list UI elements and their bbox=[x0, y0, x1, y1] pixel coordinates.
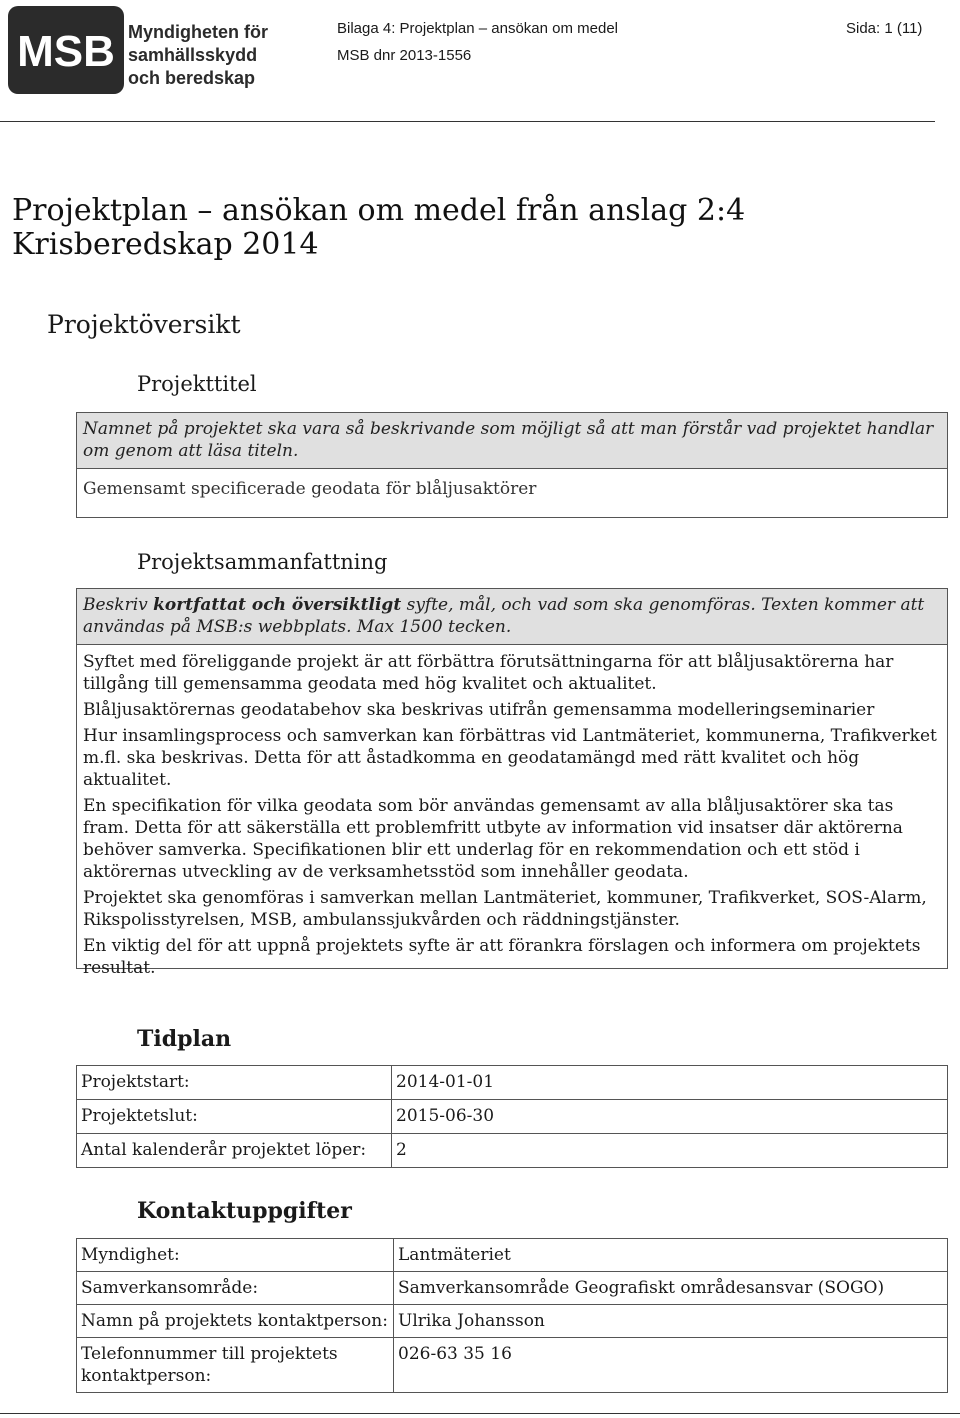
hint-text-bold: kortfattat och översiktligt bbox=[153, 595, 402, 615]
document-title-line-1: Projektplan – ansökan om medel från anslag 2:4 bbox=[12, 193, 746, 228]
summary-paragraph: En viktig del för att uppnå projektets syfte är att förankra förslagen och informera om projektets resultat. bbox=[83, 936, 921, 978]
logo-agency-line-1: Myndigheten för bbox=[128, 22, 268, 42]
project-title-box bbox=[76, 412, 948, 518]
table-row bbox=[77, 1134, 948, 1168]
agency-field[interactable]: Lantmäteriet bbox=[394, 1239, 948, 1272]
label-agency: Myndighet: bbox=[77, 1239, 394, 1272]
heading-timeline: Tidplan bbox=[137, 1026, 232, 1052]
project-start-field[interactable]: 2014-01-01 bbox=[392, 1066, 948, 1100]
heading-project-summary: Projektsammanfattning bbox=[137, 550, 388, 574]
project-title-field[interactable]: Gemensamt specificerade geodata för blåljusaktörer bbox=[83, 479, 537, 499]
summary-paragraph: Syftet med föreliggande projekt är att förbättra förutsättningarna för att blåljusaktörerna har tillgång till gemensamma geodata med hög kvalitet och aktualitet. bbox=[83, 652, 894, 694]
table-row bbox=[77, 1239, 948, 1272]
table-row bbox=[77, 1066, 948, 1100]
document-title-line-2: Krisberedskap 2014 bbox=[12, 227, 319, 262]
label-calendar-years: Antal kalenderår projektet löper: bbox=[77, 1134, 392, 1168]
heading-contacts: Kontaktuppgifter bbox=[137, 1198, 352, 1224]
contacts-table bbox=[76, 1238, 948, 1393]
project-summary-field[interactable] bbox=[77, 645, 947, 989]
table-row bbox=[77, 1338, 948, 1393]
timeline-table bbox=[76, 1065, 948, 1168]
summary-paragraph: En specifikation för vilka geodata som bör användas gemensamt av alla blåljusaktörer ska tas fram. Detta för att säkerställa ett problemfritt utbyte av information vid insatser där aktörerna behöver samverka. Specifikationen blir ett underlag för en rekommendation och ett stöd i aktörernas utveckling av de verksamhetsstöd som innehåller geodata. bbox=[83, 796, 903, 882]
msb-logo bbox=[8, 0, 298, 100]
label-collaboration-area: Samverkansområde: bbox=[77, 1272, 394, 1305]
logo-agency-line-2: samhällsskydd bbox=[128, 45, 258, 65]
hint-text-pre: Beskriv bbox=[83, 595, 154, 615]
calendar-years-field[interactable]: 2 bbox=[392, 1134, 948, 1168]
summary-paragraph: Projektet ska genomföras i samverkan mellan Lantmäteriet, kommuner, Trafikverket, SOS-Alarm, Rikspolisstyrelsen, MSB, ambulanssjukvården och räddningstjänster. bbox=[83, 888, 927, 930]
label-contact-name: Namn på projektets kontaktperson: bbox=[77, 1305, 394, 1338]
table-row bbox=[77, 1272, 948, 1305]
header-divider bbox=[0, 121, 935, 122]
table-row bbox=[77, 1100, 948, 1134]
project-title-hint: Namnet på projektet ska vara så beskrivande som möjligt så att man förstår vad projektet handlar om genom att läsa titeln. bbox=[77, 413, 947, 469]
project-summary-box bbox=[76, 588, 948, 978]
project-summary-hint bbox=[77, 589, 947, 645]
section-heading-overview: Projektöversikt bbox=[47, 310, 241, 339]
summary-paragraph: Blåljusaktörernas geodatabehov ska beskrivas utifrån gemensamma modelleringseminarier bbox=[83, 700, 875, 720]
document-title bbox=[12, 194, 745, 262]
footer-divider bbox=[0, 1413, 960, 1414]
summary-paragraph: Hur insamlingsprocess och samverkan kan förbättras vid Lantmäteriet, kommunerna, Trafikverket m.fl. ska beskrivas. Detta för att åstadkomma en geodatamängd med rätt kvalitet och hög aktualitet. bbox=[83, 726, 937, 790]
contact-phone-field[interactable]: 026-63 35 16 bbox=[394, 1338, 948, 1393]
collaboration-area-field[interactable]: Samverkansområde Geografiskt områdesansvar (SOGO) bbox=[394, 1272, 948, 1305]
logo-mark-text: MSB bbox=[17, 27, 115, 76]
hint-text-post: syfte, mål, och vad som ska genomföras. Texten kommer att användas på MSB:s webbplats. Max 1500 tecken. bbox=[83, 595, 925, 637]
label-project-end: Projektetslut: bbox=[77, 1100, 392, 1134]
page-number: Sida: 1 (11) bbox=[846, 20, 923, 37]
label-project-start: Projektstart: bbox=[77, 1066, 392, 1100]
label-contact-phone: Telefonnummer till projektets kontaktperson: bbox=[77, 1338, 394, 1393]
logo-agency-line-3: och beredskap bbox=[128, 68, 256, 88]
table-row bbox=[77, 1305, 948, 1338]
project-end-field[interactable]: 2015-06-30 bbox=[392, 1100, 948, 1134]
contact-name-field[interactable]: Ulrika Johansson bbox=[394, 1305, 948, 1338]
document-label: Bilaga 4: Projektplan – ansökan om medel bbox=[337, 20, 619, 37]
heading-project-title: Projekttitel bbox=[137, 372, 257, 396]
registration-number: MSB dnr 2013-1556 bbox=[337, 47, 472, 64]
